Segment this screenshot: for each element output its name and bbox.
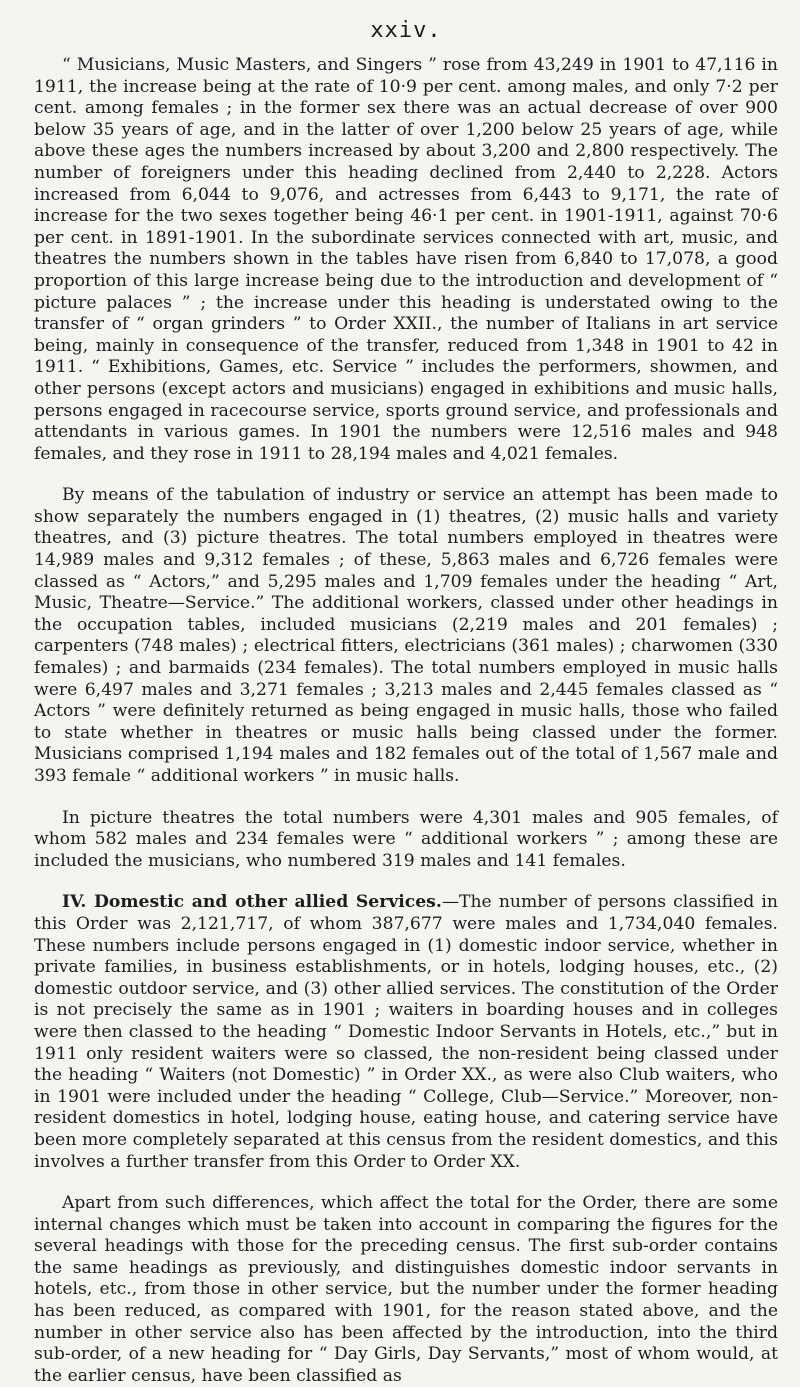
- paragraph-domestic-services: [34, 892, 778, 1173]
- paragraph-text: In picture theatres the total numbers were 4,301 males and 905 females, of whom 582 males and 234 females were “ additional workers ” ; among these are included the musicians, who numbered 319 males and 141 females.: [34, 807, 778, 871]
- paragraph-picture-theatres: [34, 808, 778, 873]
- paragraph-musicians: [34, 55, 778, 465]
- paragraph-text: “ Musicians, Music Masters, and Singers ” rose from 43,249 in 1901 to 47,116 in 1911, the increase being at the rate of 10·9 per cent. among males, and only 7·2 per cent. among females ; in the former sex there was an actual decrease of over 900 below 35 years of age, and in the latter of over 1,200 below 25 years of age, while above these ages the numbers increased by about 3,200 and 2,800 respectively. The number of foreigners under this heading declined from 2,440 to 2,228. Actors increased from 6,044 to 9,076, and actresses from 6,443 to 9,171, the rate of increase for the two sexes together being 46·1 per cent. in 1901-1911, against 70·6 per cent. in 1891-1901. In the subordinate services connected with art, music, and theatres the numbers shown in the tables have risen from 6,840 to 17,078, a good proportion of this large increase being due to the introduction and development of “ picture palaces ” ; the increase under this heading is understated owing to the transfer of “ organ grinders ” to Order XXII., the number of Italians in art service being, mainly in consequence of the transfer, reduced from 1,348 in 1901 to 42 in 1911. “ Exhibitions, Games, etc. Service ” includes the performers, showmen, and other persons (except actors and musicians) engaged in exhibitions and music halls, persons engaged in racecourse service, sports ground service, and professionals and attendants in various games. In 1901 the numbers were 12,516 males and 948 females, and they rose in 1911 to 28,194 males and 4,021 females.: [34, 55, 778, 464]
- paragraph-text: —The number of persons classified in this Order was 2,121,717, of whom 387,677 were males and 1,734,040 females. These numbers include persons engaged in (1) domestic indoor service, whether in private families, in business establishments, or in hotels, lodging houses, etc., (2) domestic outdoor service, and (3) other allied services. The constitution of the Order is not precisely the same as in 1901 ; waiters in boarding houses and in colleges were then classed to the heading “ Domestic Indoor Servants in Hotels, etc.,” but in 1911 only resident waiters were so classed, the non-resident being classed under the heading “ Waiters (not Domestic) ” in Order XX., as were also Club waiters, who in 1901 were included under the heading “ College, Club—Service.” Moreover, non-resident domestics in hotel, lodging house, eating house, and catering service have been more completely separated at this census from the resident domestics, and this involves a further transfer from this Order to Order XX.: [34, 892, 778, 1172]
- paragraph-text: Apart from such differences, which affect the total for the Order, there are some internal changes which must be taken into account in comparing the figures for the several headings with those for the preceding census. The first sub-order contains the same headings as previously, and distinguishes domestic indoor servants in hotels, etc., from those in other service, but the number under the former heading has been reduced, as compared with 1901, for the reason stated above, and the number in other service also has been affected by the introduction, into the third sub-order, of a new heading for “ Day Girls, Day Servants,” most of whom would, at the earlier census, have been classified as: [34, 1193, 778, 1386]
- paragraph-tabulation: [34, 485, 778, 787]
- page-number: xxiv.: [370, 18, 442, 43]
- paragraph-internal-changes: [34, 1193, 778, 1387]
- section-heading: IV. Domestic and other allied Services.: [62, 892, 442, 913]
- paragraph-text: By means of the tabulation of industry or service an attempt has been made to show separately the numbers engaged in (1) theatres, (2) music halls and variety theatres, and (3) picture theatres. The total numbers employed in theatres were 14,989 males and 9,312 females ; of these, 5,863 males and 6,726 females were classed as “ Actors,” and 5,295 males and 1,709 females under the heading “ Art, Music, Theatre—Service.” The additional workers, classed under other headings in the occupation tables, included musicians (2,219 males and 201 females) ; carpenters (748 males) ; electrical fitters, electricians (361 males) ; charwomen (330 females) ; and barmaids (234 females). The total numbers employed in music halls were 6,497 males and 3,271 females ; 3,213 males and 2,445 females classed as “ Actors ” were definitely returned as being engaged in music halls, those who failed to state whether in theatres or music halls being classed under the former. Musicians comprised 1,194 males and 182 females out of the total of 1,567 male and 393 female “ additional workers ” in music halls.: [34, 485, 778, 786]
